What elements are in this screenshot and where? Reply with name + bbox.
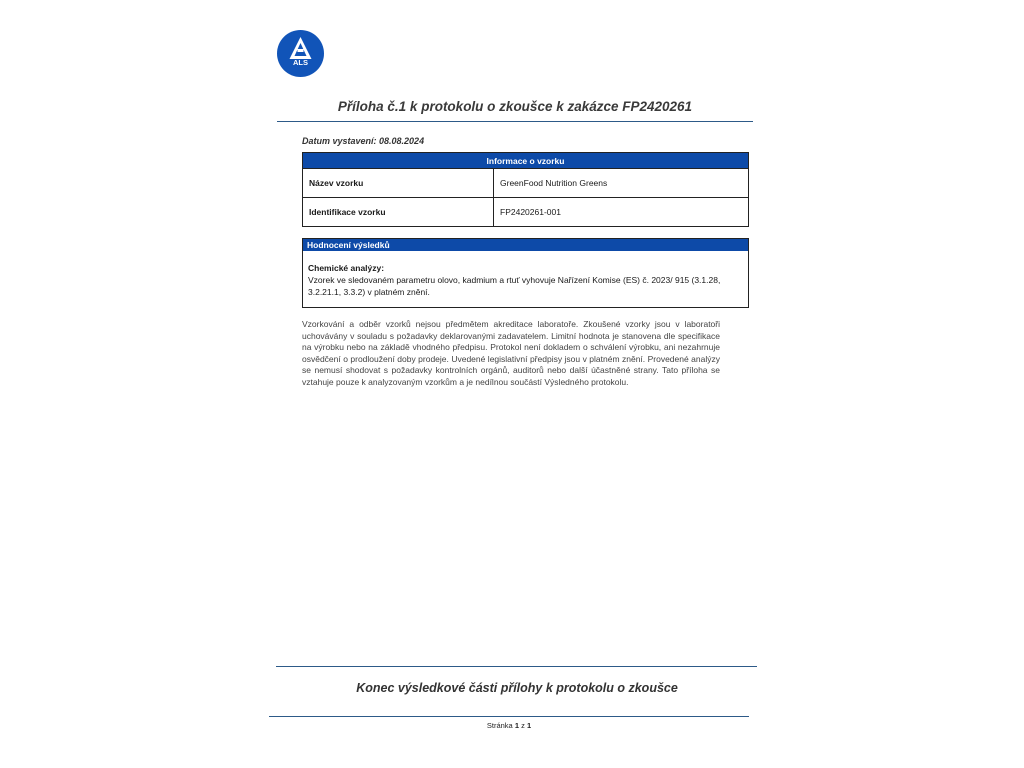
issue-date: Datum vystavení: 08.08.2024 xyxy=(302,136,425,146)
footer-divider-top xyxy=(276,666,757,667)
sample-info-header-row xyxy=(303,153,749,169)
sample-info-header: Informace o vzorku xyxy=(303,153,749,169)
sample-id-value: FP2420261-001 xyxy=(494,198,749,227)
sample-name-label: Název vzorku xyxy=(303,169,494,198)
logo-text: ALS xyxy=(293,58,308,67)
page-total: 1 xyxy=(526,721,532,730)
title-divider xyxy=(277,121,753,122)
sample-name-value: GreenFood Nutrition Greens xyxy=(494,169,749,198)
table-row xyxy=(303,198,749,227)
evaluation-body xyxy=(303,251,748,298)
footer-divider-bottom xyxy=(269,716,749,717)
evaluation-header: Hodnocení výsledků xyxy=(303,239,748,251)
page-prefix: Stránka xyxy=(486,721,513,730)
als-logo xyxy=(277,30,324,77)
page-title: Příloha č.1 k protokolu o zkoušce k zakázce FP2420261 xyxy=(337,99,693,114)
page-number xyxy=(270,721,748,730)
end-of-results-text: Konec výsledkové části přílohy k protokolu o zkoušce xyxy=(356,681,678,695)
sample-info-table xyxy=(302,152,749,227)
page-sep: z xyxy=(521,721,525,730)
evaluation-text: Vzorek ve sledovaném parametru olovo, kadmium a rtuť vyhovuje Nařízení Komise (ES) č. 2023/ 915 (3.1.28, 3.2.21.1, 3.3.2) v platném znění. xyxy=(308,275,721,297)
disclaimer-paragraph: Vzorkování a odběr vzorků nejsou předmětem akreditace laboratoře. Zkoušené vzorky jsou v laboratoři uchovávány v souladu s požadavky deklarovanými zadavatelem. Limitní hodnota je stanovena dle specifikace na výrobku nebo na základě vhodného předpisu. Protokol není dokladem o schválení výrobku, ani nezahrnuje osvědčení o prodloužení doby prodeje. Uvedené legislativní předpisy jsou v platném znění. Provedené analýzy se nemusí shodovat s požadavky kontrolních orgánů, auditorů nebo další účastněné strany. Tato příloha se vztahuje pouze k analyzovaným vzorkům a je nedílnou součástí Výsledného protokolu. xyxy=(302,319,720,387)
evaluation-box xyxy=(302,238,749,308)
evaluation-subheading: Chemické analýzy: xyxy=(308,263,385,273)
table-row xyxy=(303,169,749,198)
page-current: 1 xyxy=(514,721,519,730)
sample-id-label: Identifikace vzorku xyxy=(303,198,494,227)
